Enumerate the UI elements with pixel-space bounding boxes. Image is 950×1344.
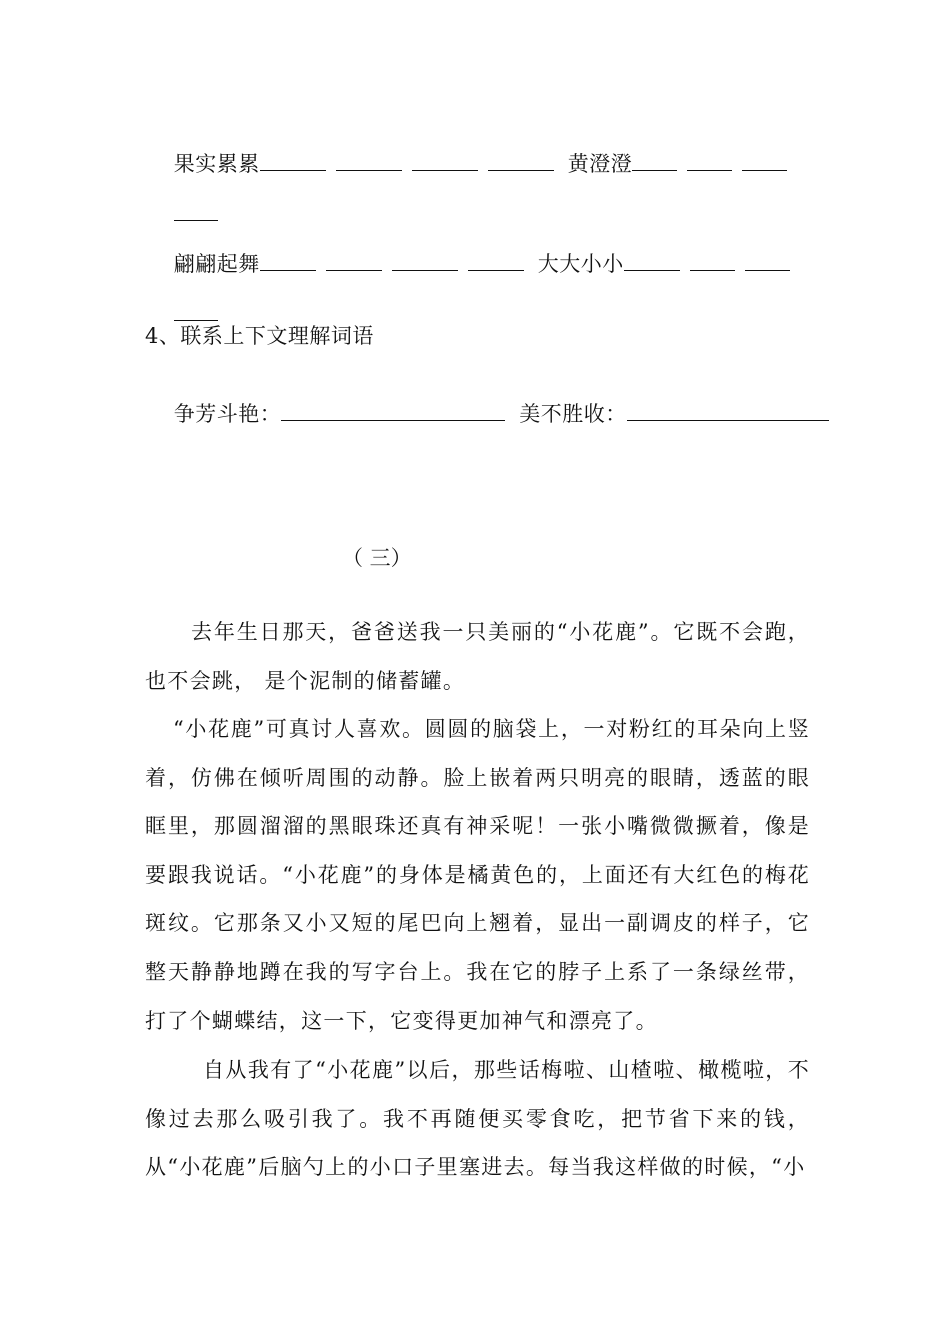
- answer-blank[interactable]: [260, 250, 316, 271]
- word-label: 黄澄澄: [567, 152, 633, 176]
- answer-blank[interactable]: [174, 200, 218, 221]
- answer-blank[interactable]: [742, 150, 787, 171]
- paragraph-2: “小花鹿”可真讨人喜欢。圆圆的脑袋上，一对粉红的耳朵向上竖着，仿佛在倾听周围的动静。脸上嵌着两只明亮的眼睛，透蓝的眼眶里，那圆溜溜的黑眼珠还真有神采呢！一张小嘴微微撅着，像是要跟我说话。“小花鹿”的身体是橘黄色的，上面还有大红色的梅花斑纹。它那条又小又短的尾巴向上翘着，显出一副调皮的样子，它整天静静地蹲在我的写字台上。我在它的脖子上系了一条绿丝带，打了个蝴蝶结，这一下，它变得更加神气和漂亮了。: [145, 717, 810, 1033]
- word-label: 翩翩起舞: [173, 252, 260, 276]
- answer-blank[interactable]: [687, 150, 732, 171]
- word-expansion-row-2: [145, 222, 790, 306]
- answer-blank[interactable]: [281, 400, 505, 421]
- answer-blank[interactable]: [412, 150, 478, 171]
- answer-blank[interactable]: [260, 150, 326, 171]
- section-title: （ 三）: [342, 546, 412, 570]
- word-label: 大大小小: [537, 252, 624, 276]
- answer-blank[interactable]: [336, 150, 402, 171]
- paragraph-3: 自从我有了“小花鹿”以后，那些话梅啦、山楂啦、橄榄啦，不像过去那么吸引我了。我不再随便买零食吃，把节省下来的钱，从“小花鹿”后脑勺上的小口子里塞进去。每当我这样做的时候，“小: [145, 1058, 810, 1180]
- answer-blank[interactable]: [392, 250, 458, 271]
- exercise-4-terms-row: [145, 372, 829, 456]
- term-label: 争芳斗艳：: [173, 402, 282, 426]
- word-label: 果实累累: [173, 152, 260, 176]
- answer-blank[interactable]: [632, 150, 677, 171]
- answer-blank[interactable]: [624, 250, 680, 271]
- exercise-4-heading: 4、联系上下文理解词语: [145, 324, 374, 348]
- answer-blank[interactable]: [690, 250, 735, 271]
- answer-blank[interactable]: [745, 250, 790, 271]
- term-label: 美不胜收：: [519, 402, 627, 426]
- paragraph-1: 去年生日那天，爸爸送我一只美丽的“小花鹿”。它既不会跑，也不会跳， 是个泥制的储蓄罐。: [145, 620, 810, 693]
- word-expansion-row-1: [145, 122, 787, 206]
- answer-blank[interactable]: [326, 250, 382, 271]
- answer-blank[interactable]: [488, 150, 554, 171]
- answer-blank[interactable]: [627, 400, 829, 421]
- answer-blank[interactable]: [174, 300, 218, 321]
- answer-blank[interactable]: [468, 250, 524, 271]
